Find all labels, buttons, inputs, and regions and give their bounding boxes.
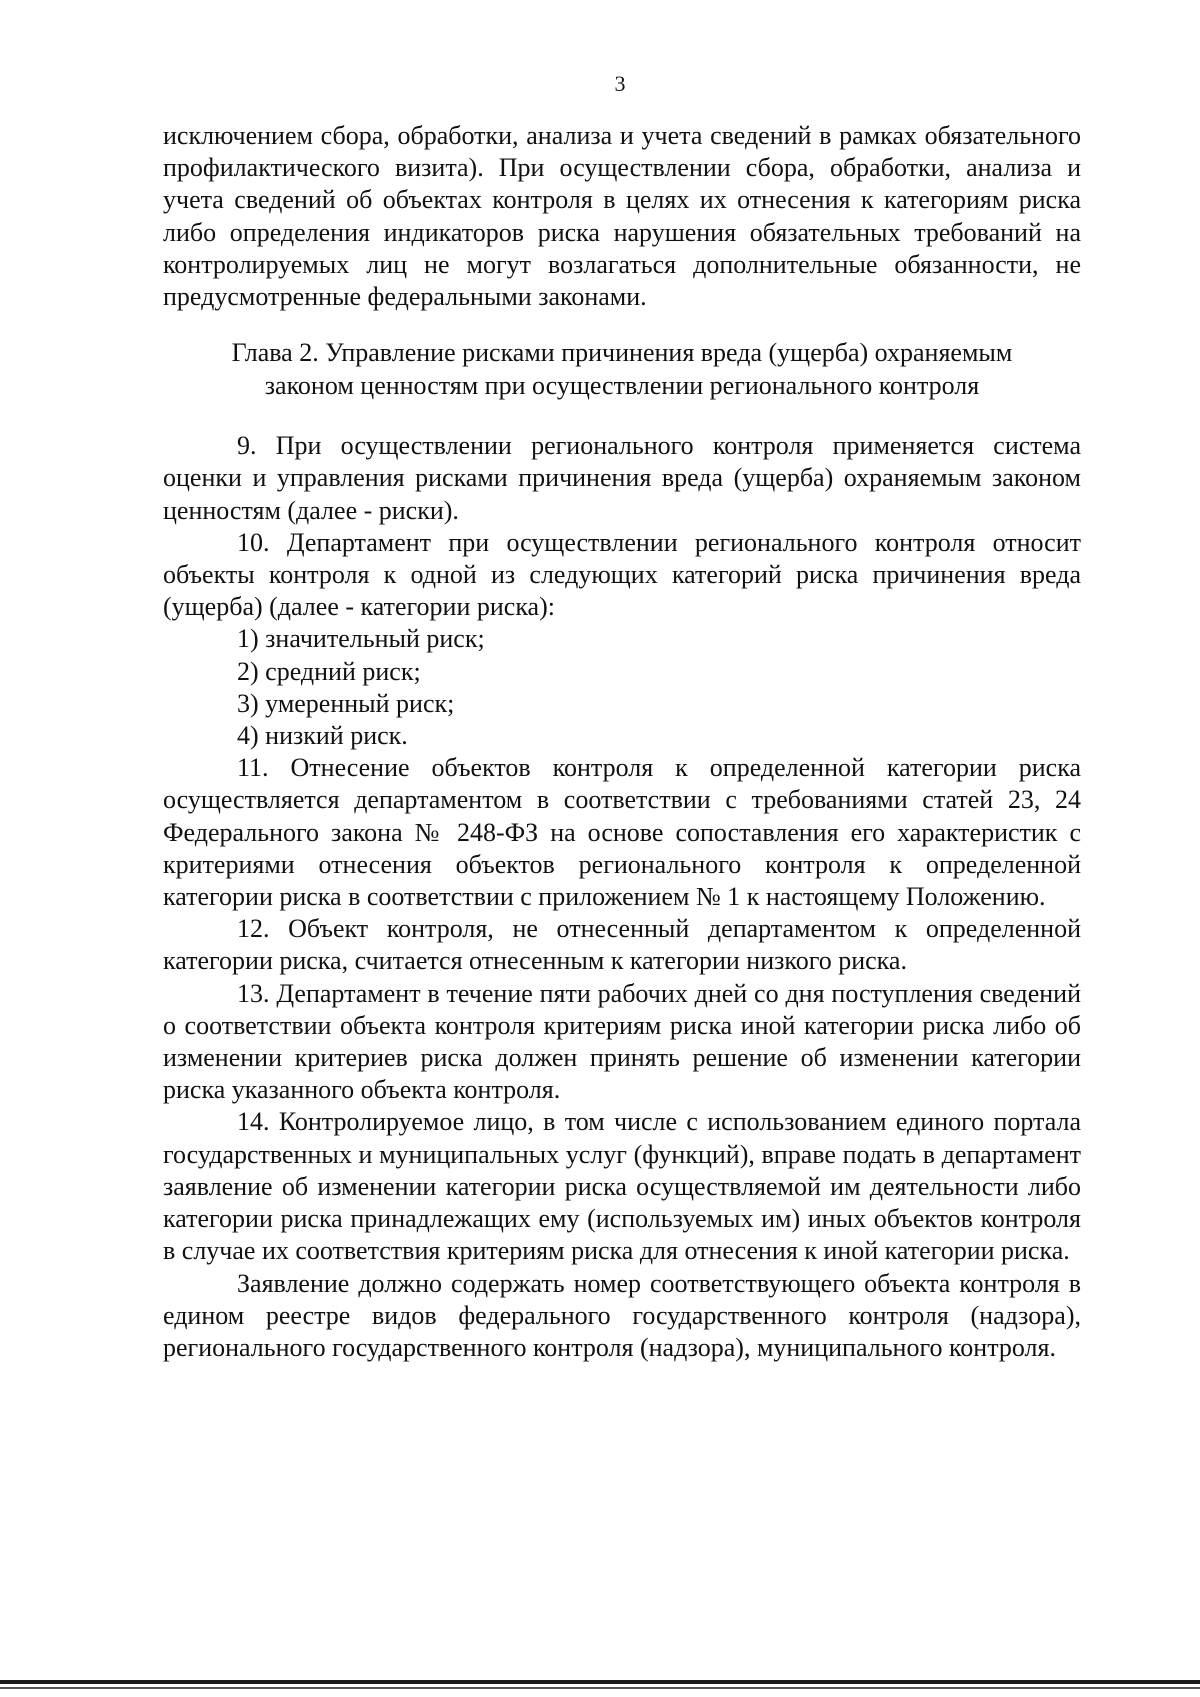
risk-category-item: 3) умеренный риск; (237, 688, 455, 718)
paragraph-13: 13. Департамент в течение пяти рабочих дней со дня поступления сведений о соответствии объекта контроля критериям риска иной категории риска либо об изменении критериев риска должен принять решение об изменении категории риска указанного объекта контроля. (163, 978, 1081, 1105)
paragraph-11: 11. Отнесение объектов контроля к определенной категории риска осуществляется департаментом в соответствии с требованиями статей 23, 24 Федерального закона № 248-ФЗ на основе сопоставления его характеристик с критериями отнесения объектов регионального контроля к определенной категории риска в соответствии с приложением № 1 к настоящему Положению. (163, 753, 1081, 912)
paragraph-application: Заявление должно содержать номер соответствующего объекта контроля в едином реестре видов федерального государственного контроля (надзора), регионального государственного контроля (надзора), муниципального контроля. (163, 1268, 1081, 1362)
risk-category-item: 1) значительный риск; (237, 624, 485, 654)
paragraph-9: 9. При осуществлении регионального контроля применяется система оценки и управления рисками причинения вреда (ущерба) охраняемым законом ценностям (далее - риски). (163, 431, 1081, 525)
bottom-border (0, 1680, 1200, 1684)
chapter-heading-line-2: законом ценностям при осуществлении регионального контроля (264, 371, 980, 401)
paragraph-12: 12. Объект контроля, не отнесенный департаментом к определенной категории риска, считается отнесенным к категории низкого риска. (163, 914, 1081, 976)
risk-category-item: 2) средний риск; (237, 656, 421, 686)
paragraph-14: 14. Контролируемое лицо, в том числе с использованием единого портала государственных и муниципальных услуг (функций), вправе подать в департамент заявление об изменении категории риска осуществляемой им деятельности либо категории риска принадлежащих ему (используемых им) иных объектов контроля в случае их соответствия критериям риска для отнесения к иной категории риска. (163, 1107, 1081, 1266)
document-body (163, 120, 1081, 1364)
chapter-heading-line-1: Глава 2. Управление рисками причинения вреда (ущерба) охраняемым (231, 338, 1013, 368)
bottom-border-shadow (0, 1687, 1200, 1689)
paragraph-10: 10. Департамент при осуществлении регионального контроля относит объекты контроля к одной из следующих категорий риска причинения вреда (ущерба) (далее - категории риска): (163, 527, 1081, 622)
intro-paragraph: исключением сбора, обработки, анализа и учета сведений в рамках обязательного профилактического визита). При осуществлении сбора, обработки, анализа и учета сведений об объектах контроля в целях их отнесения к категориям риска либо определения индикаторов риска нарушения обязательных требований на контролируемых лиц не могут возлагаться дополнительные обязанности, не предусмотренные федеральными законами. (163, 121, 1081, 312)
risk-category-item: 4) низкий риск. (237, 721, 408, 751)
page-number: 3 (614, 71, 626, 96)
chapter-heading (163, 336, 1081, 402)
